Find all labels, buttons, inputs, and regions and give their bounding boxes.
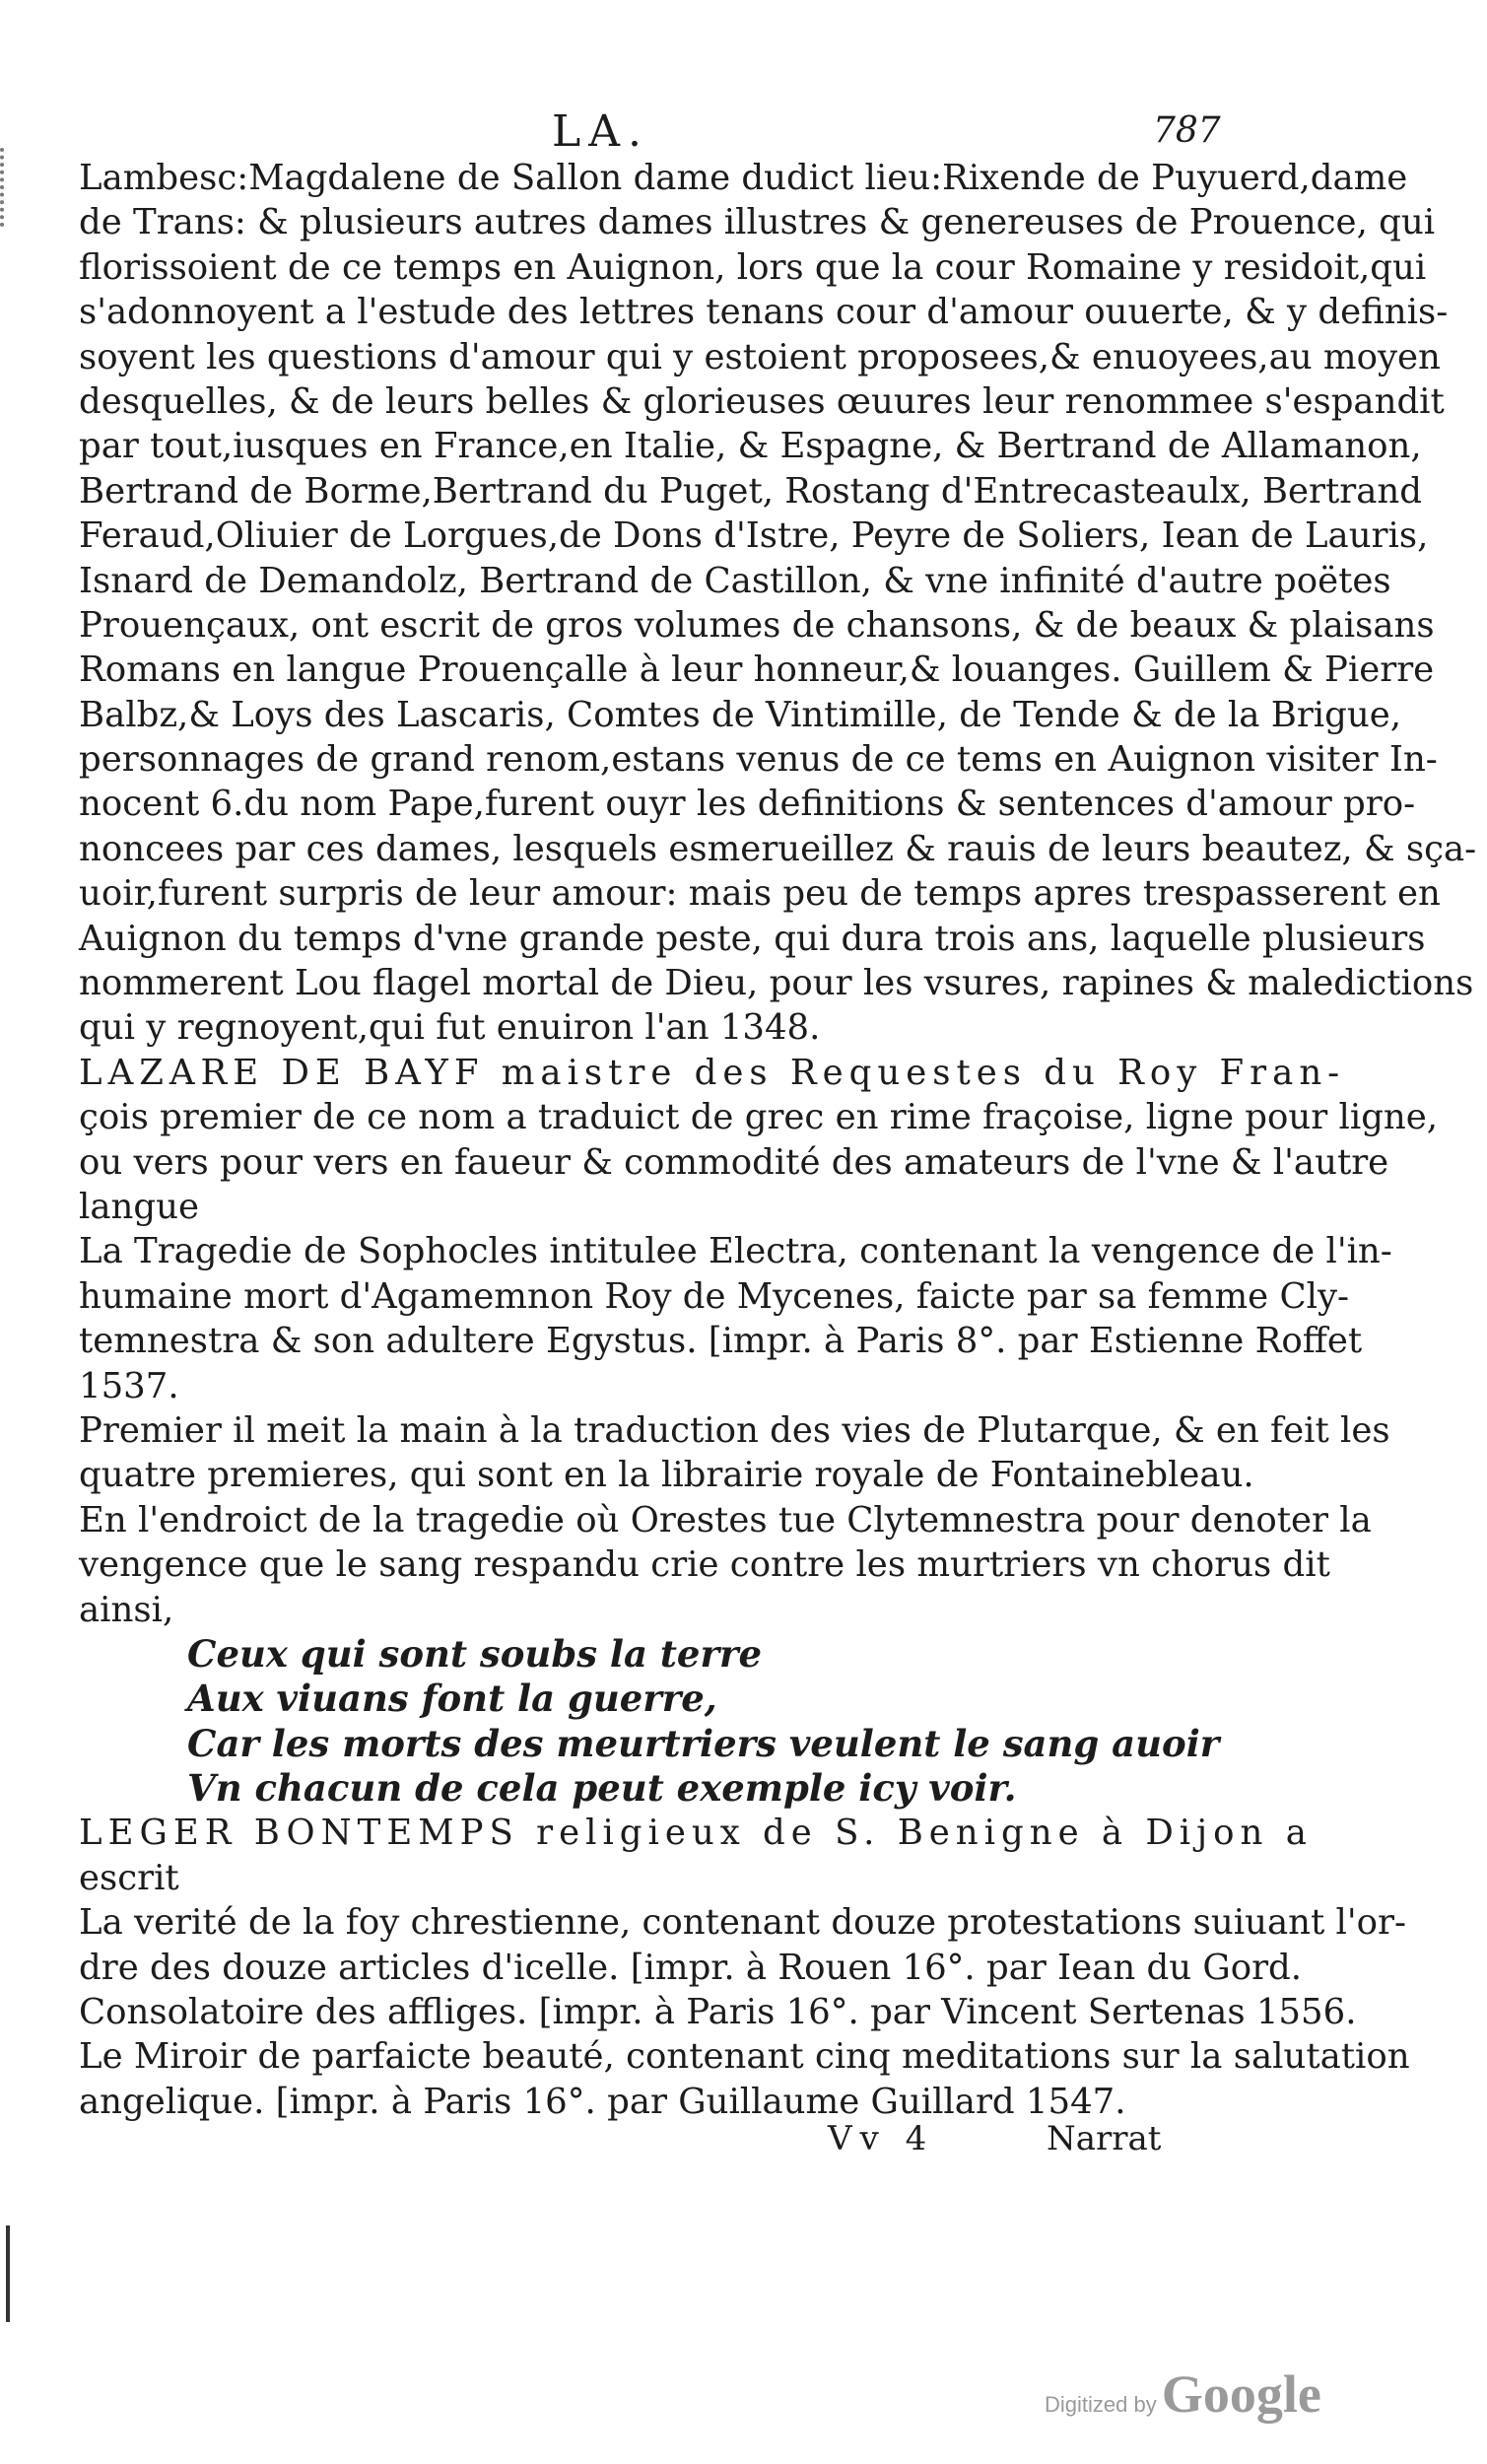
text-line: dre des douze articles d'icelle. [impr. à Rouen 16°. par Iean du Gord.: [79, 1947, 1303, 1988]
text-line: ainsi,: [79, 1589, 174, 1630]
margin-rule: [6, 2225, 10, 2322]
text-line: temnestra & son adultere Egystus. [impr. à Paris 8°. par Estienne Roffet: [79, 1321, 1363, 1362]
text-line: par tout,iusques en France,en Italie, & Espagne, & Bertrand de Allamanon,: [79, 426, 1422, 467]
verse-line: Vn chacun de cela peut exemple icy voir.: [187, 1766, 1017, 1811]
text-line: Bertrand de Borme,Bertrand du Puget, Rostang d'Entrecasteaulx, Bertrand: [79, 470, 1422, 512]
margin-bleed-marks: [0, 148, 18, 227]
text-line: çois premier de ce nom a traduict de grec en rime fraçoise, ligne pour ligne,: [79, 1097, 1439, 1138]
text-line: quatre premieres, qui sont en la librairie royale de Fontainebleau.: [79, 1455, 1254, 1496]
text-line: escrit: [79, 1857, 179, 1898]
text-line: Premier il meit la main à la traduction des vies de Plutarque, & en feit les: [79, 1409, 1390, 1451]
catchword: Narrat: [1047, 2119, 1162, 2158]
body-text: [79, 156, 1487, 2124]
page-number: 787: [1153, 110, 1221, 151]
text-line: langue: [79, 1186, 199, 1227]
text-line: La Tragedie de Sophocles intitulee Electra, contenant la vengence de l'in-: [79, 1231, 1392, 1272]
text-line: Balbz,& Loys des Lascaris, Comtes de Vintimille, de Tende & de la Brigue,: [79, 694, 1402, 735]
text-line: nommerent Lou flagel mortal de Dieu, pour les vsures, rapines & maledictions: [79, 963, 1474, 1004]
watermark-small-text: Digitized by: [1045, 2392, 1157, 2417]
verse-line: Aux viuans font la guerre,: [187, 1677, 717, 1721]
text-line: La verité de la foy chrestienne, contenant douze protestations suiuant l'or-: [79, 1902, 1406, 1944]
signature-mark: Vv 4: [828, 2119, 935, 2158]
text-line: Auignon du temps d'vne grande peste, qui dura trois ans, laquelle plusieurs: [79, 918, 1426, 959]
text-line: ou vers pour vers en faueur & commodité des amateurs de l'vne & l'autre: [79, 1141, 1389, 1183]
text-line: humaine mort d'Agamemnon Roy de Mycenes, faicte par sa femme Cly-: [79, 1275, 1350, 1317]
entry-heading-leger-bontemps: LEGER BONTEMPS religieux de S. Benigne à Dijon a: [79, 1813, 1313, 1854]
text-line: noncees par ces dames, lesquels esmerueillez & rauis de leurs beautez, & sça-: [79, 828, 1477, 869]
text-line: Romans en langue Prouençalle à leur honneur,& louanges. Guillem & Pierre: [79, 650, 1435, 691]
text-line: Lambesc:Magdalene de Sallon dame dudict lieu:Rixende de Puyuerd,dame: [79, 158, 1408, 198]
text-line: Isnard de Demandolz, Bertrand de Castillon, & vne infinité d'autre poëtes: [79, 560, 1391, 601]
text-line: Consolatoire des affliges. [impr. à Paris 16°. par Vincent Sertenas 1556.: [79, 1992, 1357, 2033]
verse-line: Car les morts des meurtriers veulent le sang auoir: [187, 1721, 1220, 1765]
text-line: desquelles, & de leurs belles & glorieuses œuures leur renommee s'espandit: [79, 380, 1445, 422]
text-line: En l'endroict de la tragedie où Orestes tue Clytemnestra pour denoter la: [79, 1499, 1372, 1540]
text-line: Le Miroir de parfaicte beauté, contenant cinq meditations sur la salutation: [79, 2036, 1410, 2078]
text-line: Prouençaux, ont escrit de gros volumes de chansons, & de beaux & plaisans: [79, 604, 1435, 646]
text-line: uoir,furent surpris de leur amour: mais peu de temps apres trespasserent en: [79, 873, 1441, 915]
digitized-by-google-watermark: [1045, 2363, 1321, 2425]
google-logo-text: Google: [1161, 2364, 1321, 2424]
verse-line: Ceux qui sont soubs la terre: [187, 1631, 762, 1676]
text-line: vengence que le sang respandu crie contre les murtriers vn chorus dit: [79, 1544, 1330, 1586]
text-line: de Trans: & plusieurs autres dames illustres & genereuses de Prouence, qui: [79, 202, 1436, 243]
text-line: florissoient de ce temps en Auignon, lors que la cour Romaine y residoit,qui: [79, 246, 1427, 288]
text-line: qui y regnoyent,qui fut enuiron l'an 1348.: [79, 1007, 821, 1049]
text-line: nocent 6.du nom Pape,furent ouyr les definitions & sentences d'amour pro-: [79, 784, 1416, 825]
text-line: angelique. [impr. à Paris 16°. par Guillaume Guillard 1547.: [79, 2081, 1126, 2122]
running-head: LA.: [552, 106, 649, 157]
text-line: s'adonnoyent a l'estude des lettres tenans cour d'amour ouuerte, & y definis-: [79, 292, 1449, 333]
text-line: Feraud,Oliuier de Lorgues,de Dons d'Istre, Peyre de Soliers, Iean de Lauris,: [79, 515, 1429, 557]
text-line: personnages de grand renom,estans venus de ce tems en Auignon visiter In-: [79, 739, 1438, 781]
text-line: 1537.: [79, 1365, 179, 1406]
text-line: soyent les questions d'amour qui y estoient proposees,& enuoyees,au moyen: [79, 336, 1441, 377]
entry-heading-lazare-de-bayf: LAZARE DE BAYF maistre des Requestes du Roy Fran-: [79, 1052, 1346, 1093]
